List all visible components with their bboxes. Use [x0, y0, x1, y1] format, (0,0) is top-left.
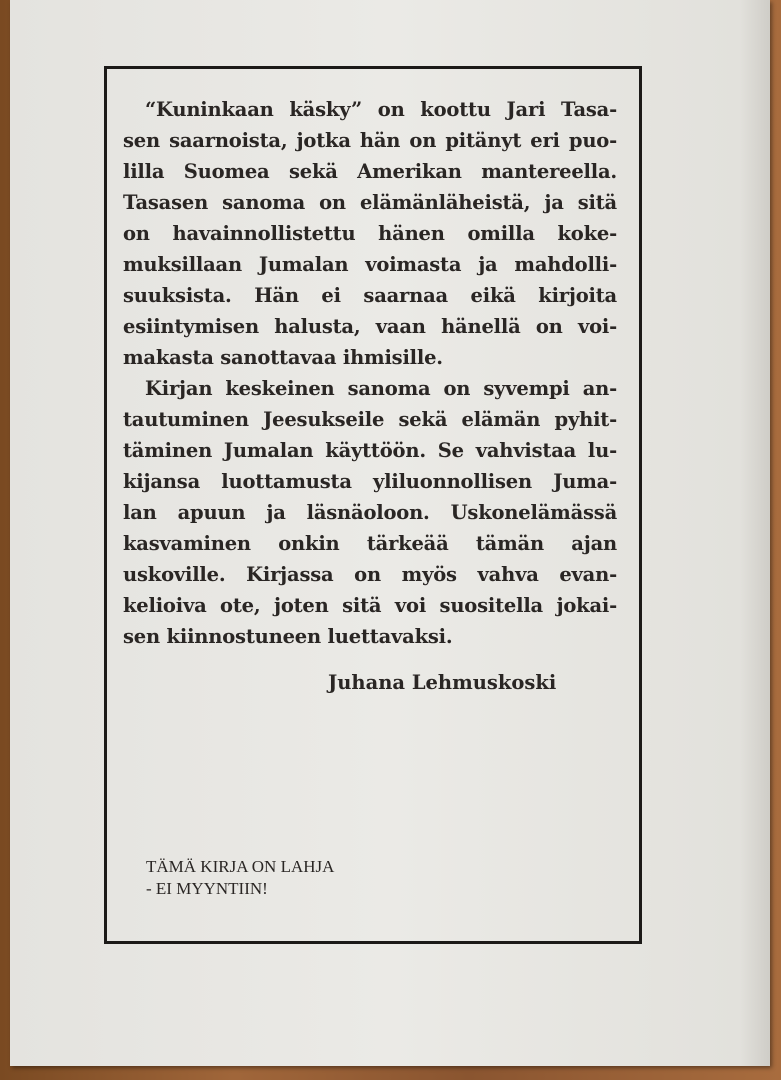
- text-line: Tasasen sanoma on elämänläheistä, ja sitä: [123, 191, 617, 214]
- text-line: sen saarnoista, jotka hän on pitänyt eri puo-: [123, 129, 617, 152]
- text-line: suuksista. Hän ei saarnaa eikä kirjoita: [123, 284, 617, 307]
- text-line: on havainnollistettu hänen omilla koke-: [123, 222, 617, 245]
- notice-line: TÄMÄ KIRJA ON LAHJA: [146, 857, 335, 876]
- text-line: tautuminen Jeesukseile sekä elämän pyhit-: [123, 408, 617, 431]
- text-line: sen kiinnostuneen luettavaksi.: [123, 625, 453, 648]
- book-back-cover: [10, 0, 770, 1066]
- notice-line: - EI MYYNTIIN!: [146, 879, 268, 898]
- text-line: kelioiva ote, joten sitä voi suositella jokai-: [123, 594, 617, 617]
- author-signature: Juhana Lehmuskoski: [328, 671, 557, 694]
- text-line: Kirjan keskeinen sanoma on syvempi an-: [145, 377, 617, 400]
- text-line: kijansa luottamusta yliluonnollisen Juma-: [123, 470, 617, 493]
- gift-notice: [146, 856, 334, 900]
- text-line: täminen Jumalan käyttöön. Se vahvistaa lu-: [123, 439, 617, 462]
- text-line: muksillaan Jumalan voimasta ja mahdolli-: [123, 253, 617, 276]
- text-line: kasvaminen onkin tärkeää tämän ajan: [123, 532, 617, 555]
- text-line: “Kuninkaan käsky” on koottu Jari Tasa-: [145, 98, 617, 121]
- text-line: lilla Suomea sekä Amerikan mantereella.: [123, 160, 617, 183]
- text-line: makasta sanottavaa ihmisille.: [123, 346, 443, 369]
- paragraph-1: [123, 94, 617, 373]
- text-line: uskoville. Kirjassa on myös vahva evan-: [123, 563, 617, 586]
- text-line: lan apuun ja läsnäoloon. Uskonelämässä: [123, 501, 617, 524]
- text-line: esiintymisen halusta, vaan hänellä on voi-: [123, 315, 617, 338]
- paragraph-2: [123, 373, 617, 652]
